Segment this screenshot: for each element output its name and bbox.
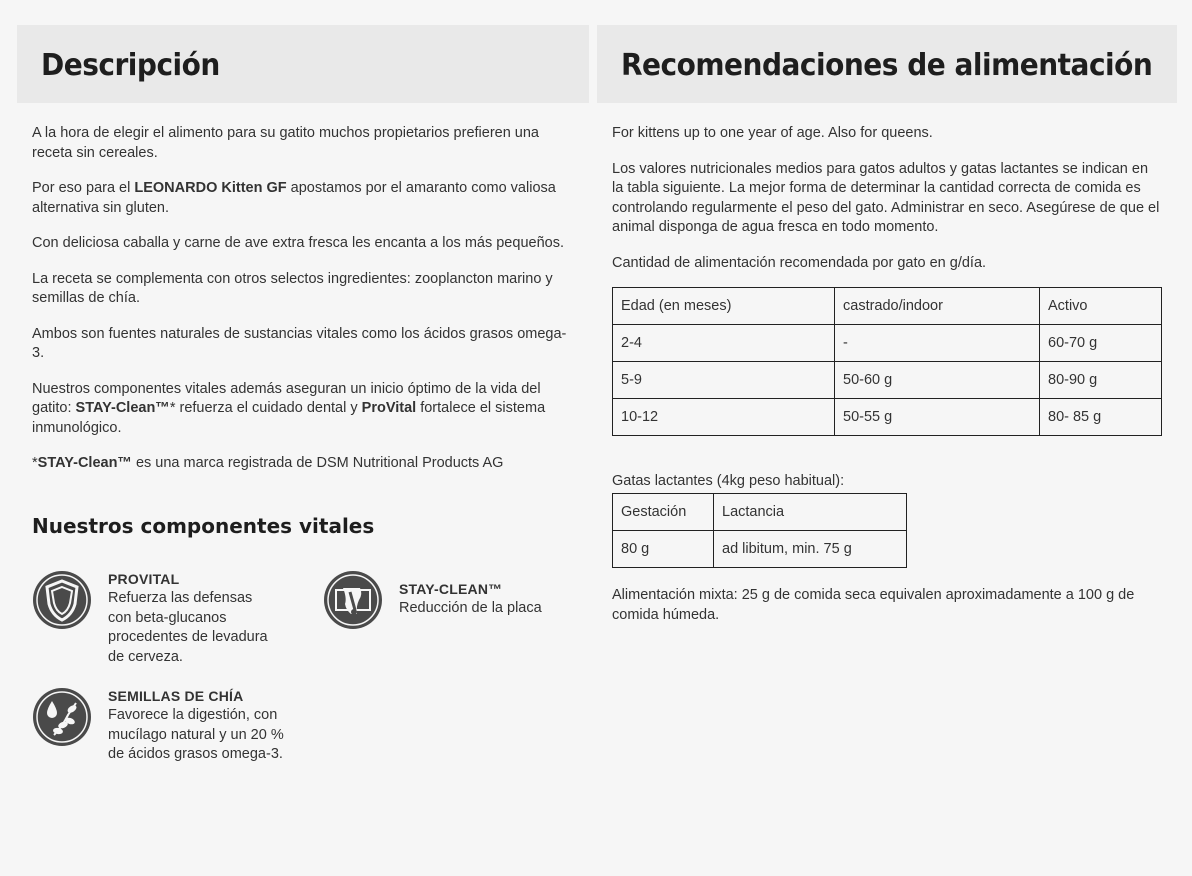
table-header-cell: castrado/indoor xyxy=(835,288,1040,325)
stay-clean-mention: STAY-Clean™ xyxy=(37,455,132,471)
description-paragraph: La receta se complementa con otros selectos ingredientes: zooplancton marino y semillas de chía. xyxy=(32,270,553,306)
description-title: Descripción xyxy=(41,46,220,82)
lactating-table xyxy=(612,493,907,568)
description-body xyxy=(17,103,589,474)
table-row xyxy=(613,325,1162,362)
table-header-cell: Gestación xyxy=(613,494,714,531)
component-desc: Favorece la digestión, con mucílago natural y un 20 % de ácidos grasos omega-3. xyxy=(108,707,284,762)
component-provital xyxy=(32,570,292,668)
component-name: STAY-CLEAN™ xyxy=(399,580,503,597)
component-chia xyxy=(32,687,302,765)
table-header-row xyxy=(613,494,907,531)
tooth-brush-icon xyxy=(323,570,383,630)
description-header xyxy=(17,25,589,103)
text-span: es una marca registrada de DSM Nutritional Products AG xyxy=(131,455,504,471)
table-cell: 10-12 xyxy=(613,399,835,436)
table-row xyxy=(613,531,907,568)
table-row xyxy=(613,399,1162,436)
feeding-paragraph: Cantidad de alimentación recomendada por gato en g/día. xyxy=(612,254,987,271)
text-span: Nuestros componentes vitales además aseguran un inicio óptimo de la vida del gatito: xyxy=(32,380,541,416)
text-span: fortalece el sistema inmunológico. xyxy=(32,400,546,436)
component-text xyxy=(108,687,286,765)
feeding-title: Recomendaciones de alimentación xyxy=(621,46,1153,82)
lactating-table-label: Gatas lactantes (4kg peso habitual): xyxy=(612,473,845,489)
component-text xyxy=(399,580,542,630)
table-header-cell: Edad (en meses) xyxy=(613,288,835,325)
table-header-cell: Lactancia xyxy=(714,494,907,531)
provital-mention: ProVital xyxy=(361,400,417,416)
product-name: LEONARDO Kitten GF xyxy=(134,180,287,196)
table-cell: 50-60 g xyxy=(835,362,1040,399)
component-desc: Reducción de la placa xyxy=(399,600,542,616)
component-name: PROVITAL xyxy=(108,570,180,587)
feeding-column xyxy=(597,25,1177,625)
table-header-cell: Activo xyxy=(1040,288,1162,325)
components-title: Nuestros componentes vitales xyxy=(32,513,375,538)
table-cell: - xyxy=(835,325,1040,362)
table-row xyxy=(613,362,1162,399)
table-cell: 80- 85 g xyxy=(1040,399,1162,436)
table-cell: ad libitum, min. 75 g xyxy=(714,531,907,568)
text-span: apostamos por el amaranto como valiosa alternativa sin gluten. xyxy=(32,180,556,216)
text-span: Por eso para el xyxy=(32,180,135,196)
feeding-paragraph: Los valores nutricionales medios para gatos adultos y gatas lactantes se indican en la tabla siguiente. La mejor forma de determinar la cantidad correcta de comida es controlando regularmente el peso del gato. Administrar en seco. Asegúrese de que el animal disponga de agua fresca en todo momento. xyxy=(612,160,1160,235)
feeding-body xyxy=(597,103,1177,625)
table-header-row xyxy=(613,288,1162,325)
mixed-feeding-note: Alimentación mixta: 25 g de comida seca equivalen aproximadamente a 100 g de comida húmeda. xyxy=(612,587,1135,623)
table-cell: 2-4 xyxy=(613,325,835,362)
shield-icon xyxy=(32,570,92,630)
trademark-note xyxy=(32,454,574,474)
description-paragraph: Ambos son fuentes naturales de sustancias vitales como los ácidos grasos omega-3. xyxy=(32,325,567,361)
text-span: * xyxy=(32,455,38,471)
feeding-paragraph: For kittens up to one year of age. Also for queens. xyxy=(612,125,933,141)
table-cell: 60-70 g xyxy=(1040,325,1162,362)
component-desc: Refuerza las defensas con beta-glucanos procedentes de levadura de cerveza. xyxy=(108,590,268,665)
table-cell: 80 g xyxy=(613,531,714,568)
component-text xyxy=(108,570,278,668)
description-paragraph xyxy=(32,179,574,218)
component-name: SEMILLAS DE CHÍA xyxy=(108,687,244,704)
text-span: * refuerza el cuidado dental y xyxy=(169,400,362,416)
description-paragraph: A la hora de elegir el alimento para su gatito muchos propietarios prefieren una receta sin cereales. xyxy=(32,125,539,161)
stay-clean-mention: STAY-Clean™ xyxy=(75,400,170,416)
component-stay-clean xyxy=(323,570,583,630)
table-cell: 5-9 xyxy=(613,362,835,399)
description-column xyxy=(17,25,589,788)
table-cell: 80-90 g xyxy=(1040,362,1162,399)
components-grid xyxy=(17,538,589,788)
table-cell: 50-55 g xyxy=(835,399,1040,436)
leaf-drop-icon xyxy=(32,687,92,747)
description-paragraph xyxy=(32,380,574,439)
description-paragraph: Con deliciosa caballa y carne de ave extra fresca les encanta a los más pequeños. xyxy=(32,235,564,251)
feeding-table xyxy=(612,287,1162,436)
feeding-header xyxy=(597,25,1177,103)
